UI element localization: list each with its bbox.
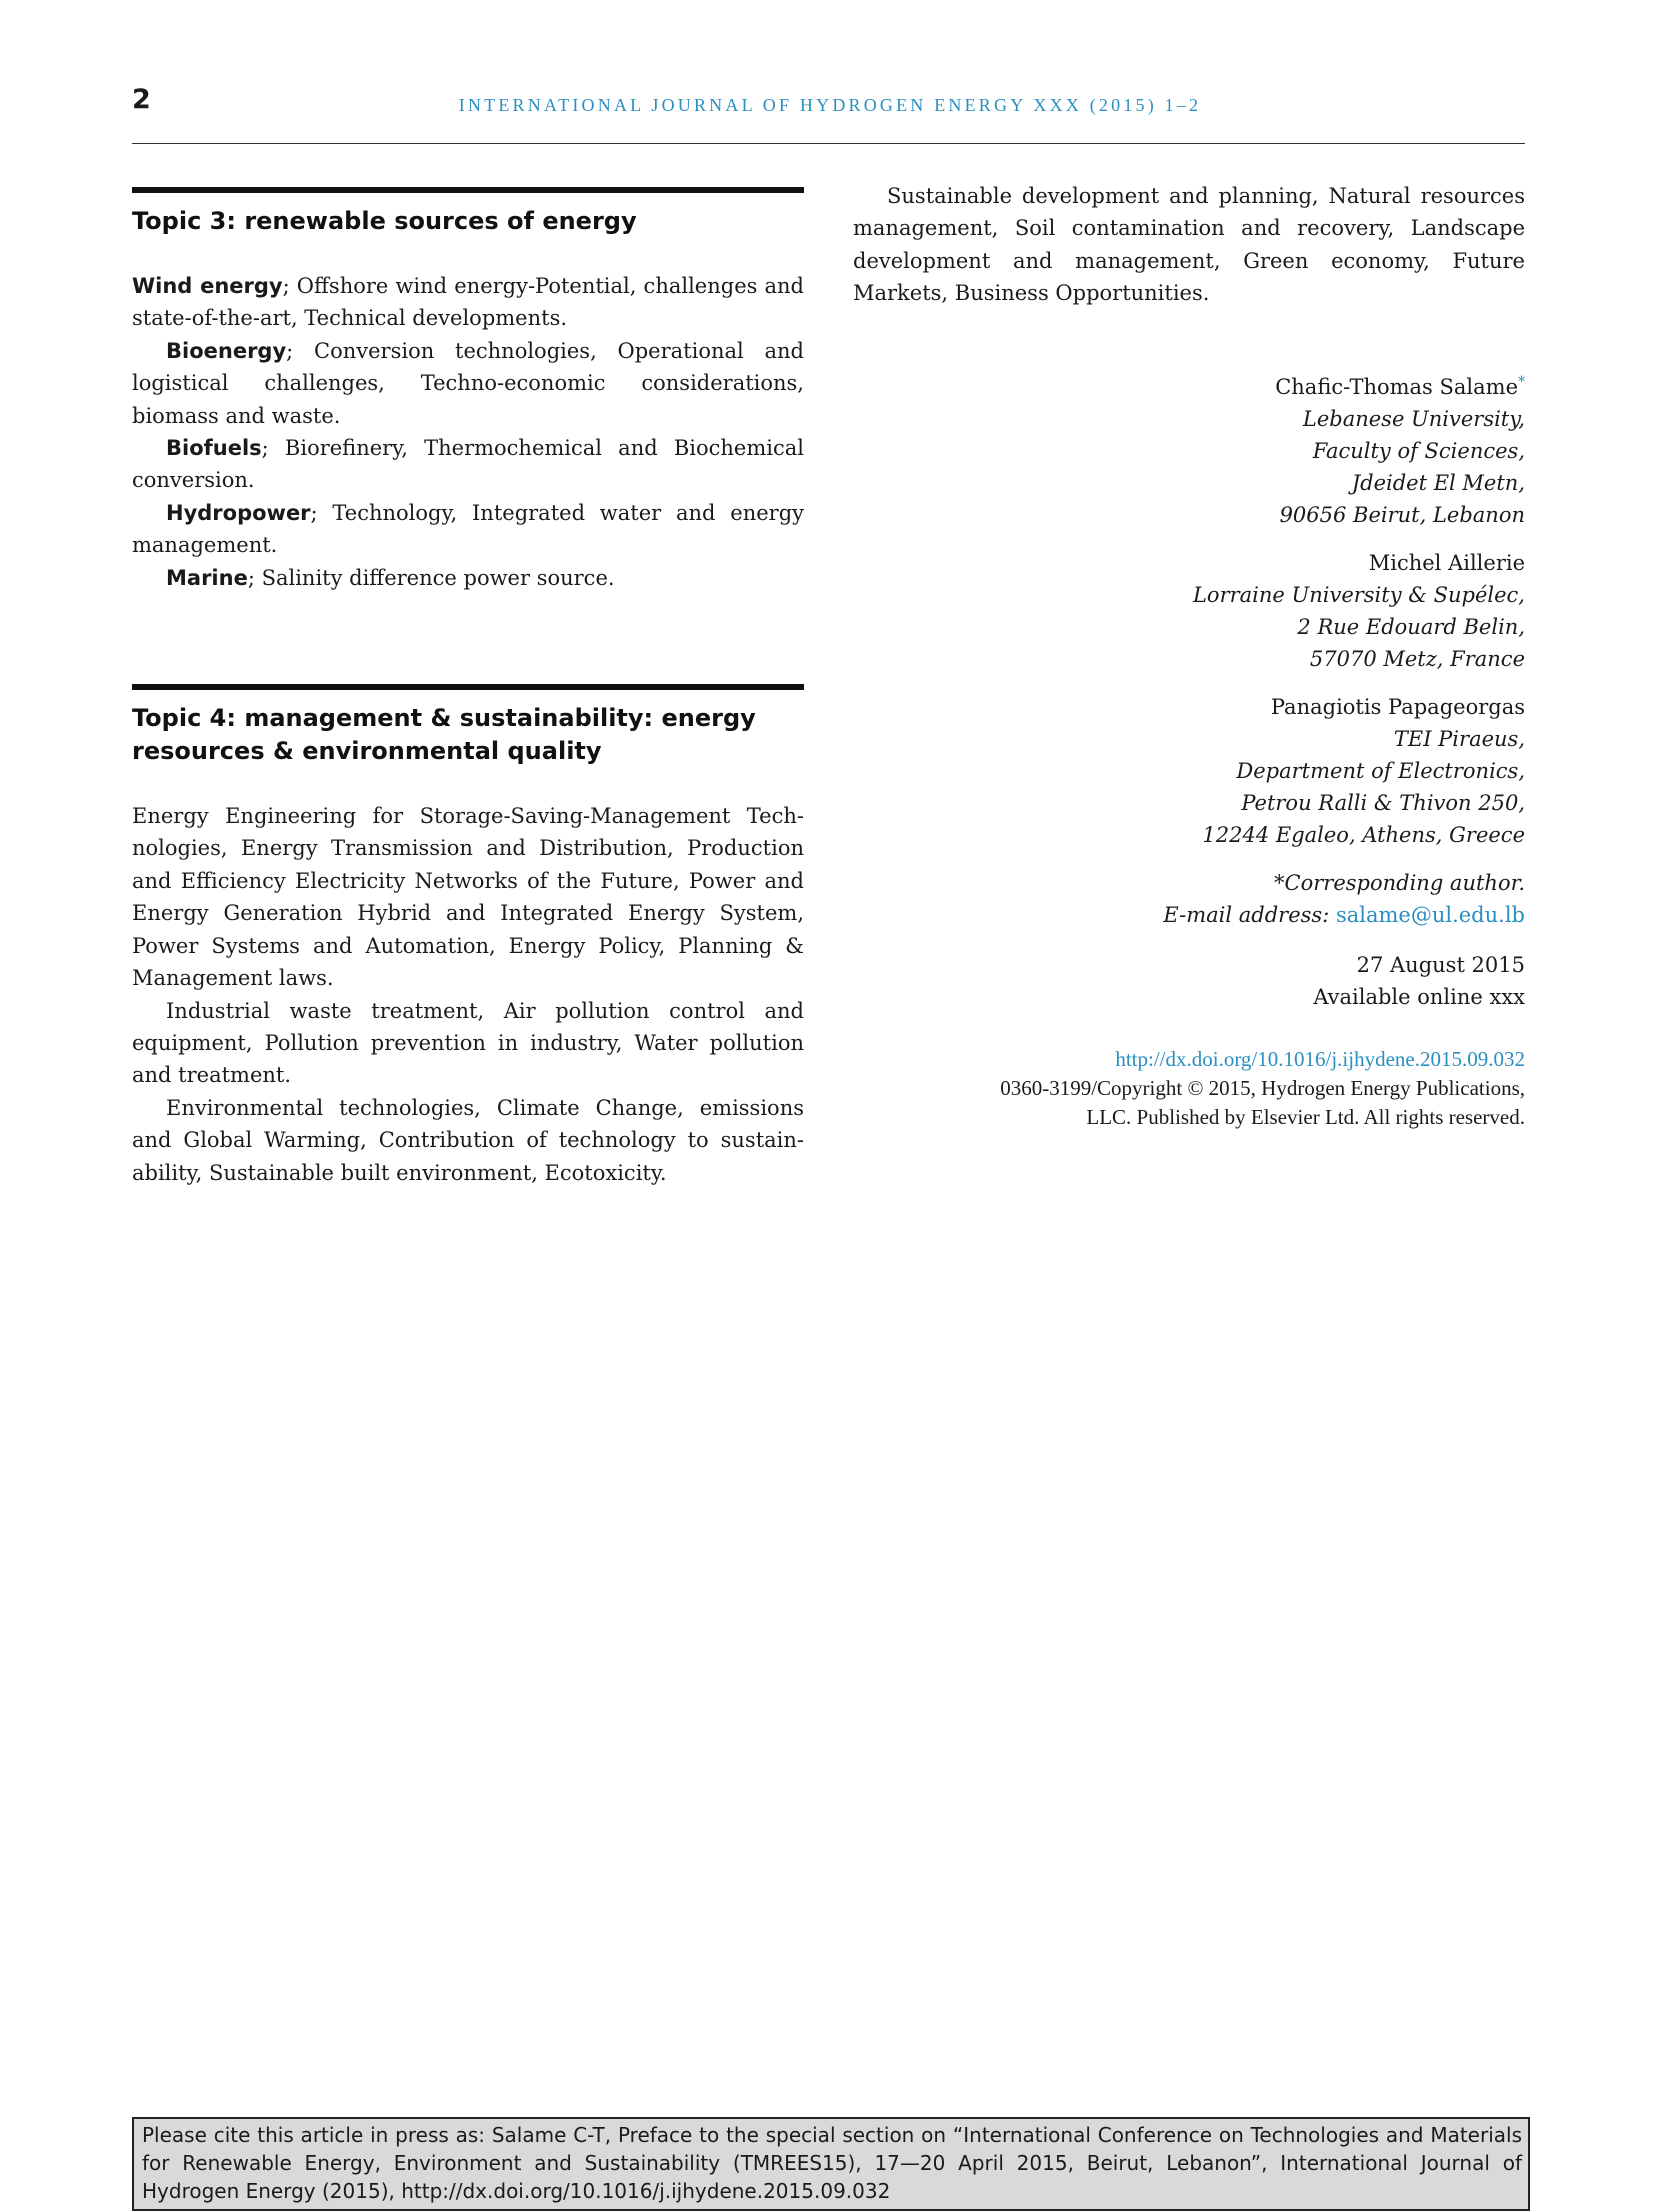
topic-3-section (132, 187, 804, 594)
email-link[interactable]: salame@ul.edu.lb (1335, 902, 1525, 927)
citation-box: Please cite this article in press as: Salame C-T, Preface to the special section on “International Conference on Technologies and Materials for Renewable Energy, Environment and Sustainability (TMREES15), 17—20 April 2015, Beirut, Lebanon”, International Journal of Hydrogen Energy (2015), http://dx.doi.org/10.1016/j.ijhydene.2015.09.032 (132, 2117, 1530, 2211)
topic-3-item-wind (132, 270, 804, 335)
affiliation-line: 90656 Beirut, Lebanon (1279, 502, 1525, 527)
affiliation-line: Lorraine University & Supélec, (1192, 582, 1525, 607)
affiliation-line: Jdeidet El Metn, (1351, 470, 1525, 495)
term-biofuels: Biofuels (166, 436, 262, 461)
author-name: Michel Aillerie (1368, 550, 1525, 575)
author-name (853, 366, 1525, 403)
page-number: 2 (132, 84, 151, 115)
author-block-1 (853, 366, 1525, 531)
corresponding-author-marker[interactable]: * (1518, 373, 1525, 390)
term-wind-energy: Wind energy (132, 274, 283, 298)
author-name-text: Chafic-Thomas Salame (1275, 374, 1518, 399)
copyright-line-2: LLC. Published by Elsevier Ltd. All rights reserved. (1086, 1104, 1525, 1129)
topic-3-item-hydropower (132, 497, 804, 562)
topic-3-title: Topic 3: renewable sources of energy (132, 207, 637, 235)
topic-4-paragraph-1: Energy Engineering for Storage-Saving-Management Tech-nologies, Energy Transmission and Distribution, Production and Efficiency Electricity Networks of the Future, Power and Energy Generation Hybrid and Integrated Energy System, Power Systems and Automation, Energy Policy, Planning & Management laws. (132, 804, 804, 991)
topic-4-body (132, 800, 804, 1189)
topic-4-title: Topic 4: management & sustainability: energy resources & environmental quality (132, 704, 756, 766)
doi-link[interactable]: http://dx.doi.org/10.1016/j.ijhydene.2015.09.032 (1115, 1046, 1525, 1071)
affiliation-line: TEI Piraeus, (1393, 726, 1525, 751)
topic-3-rule (132, 187, 804, 193)
term-marine: Marine (166, 565, 248, 590)
affiliation-line: 57070 Metz, France (1309, 646, 1525, 671)
doi-copyright-block (853, 1045, 1525, 1132)
affiliation-line: Lebanese University, (1302, 406, 1525, 431)
author-block-2 (853, 547, 1525, 675)
header-rule (132, 143, 1525, 144)
availability-line: Available online xxx (1313, 984, 1525, 1009)
affiliation-line: 12244 Egaleo, Athens, Greece (1202, 822, 1525, 847)
item-text: ; Conversion technologies, Operational and logistical challenges, Techno-economic considerations, biomass and waste. (132, 338, 804, 428)
topic-3-item-marine (132, 562, 804, 594)
topic-4-rule (132, 684, 804, 690)
item-text: ; Technology, Integrated water and energy management. (132, 500, 804, 558)
topic-4-paragraph-2: Industrial waste treatment, Air pollution control and equipment, Pollution prevention in industry, Water pollution and treatment. (132, 998, 804, 1088)
topic-3-item-biofuels (132, 432, 804, 497)
corresponding-author-note: *Corresponding author. (1274, 870, 1525, 895)
topic-4-paragraph-3: Environmental technologies, Climate Change, emissions and Global Warming, Contribution of technology to sustain-ability, Sustainable built environment, Ecotoxicity. (132, 1095, 804, 1185)
left-column (132, 187, 804, 1189)
topic-4-section (132, 684, 804, 1189)
term-hydropower: Hydropower (166, 500, 311, 525)
continuation-paragraph: Sustainable development and planning, Natural resources management, Soil contamination and recovery, Landscape development and management, Green economy, Future Markets, Business Opportunities. (853, 184, 1525, 306)
copyright-line-1: 0360-3199/Copyright © 2015, Hydrogen Energy Publications, (1000, 1075, 1525, 1100)
affiliation-line: Petrou Ralli & Thivon 250, (1241, 790, 1525, 815)
email-label: E-mail address: (1163, 902, 1336, 927)
topic-3-body (132, 270, 804, 594)
correspondence-block (853, 867, 1525, 931)
journal-running-head: INTERNATIONAL JOURNAL OF HYDROGEN ENERGY XXX (2015) 1–2 (458, 95, 1202, 115)
author-name: Panagiotis Papageorgas (1270, 694, 1525, 719)
author-block-3 (853, 691, 1525, 851)
item-text: ; Biorefinery, Thermochemical and Biochemical conversion. (132, 436, 804, 493)
right-column (853, 180, 1525, 1132)
item-text: ; Offshore wind energy-Potential, challenges and state-of-the-art, Technical developments. (132, 274, 804, 331)
publication-date: 27 August 2015 (1356, 952, 1525, 977)
email-line (853, 899, 1525, 931)
topic-3-item-bioenergy (132, 335, 804, 432)
affiliation-line: Faculty of Sciences, (1312, 438, 1525, 463)
item-text: ; Salinity difference power source. (247, 565, 615, 590)
date-block (853, 949, 1525, 1013)
affiliation-line: Department of Electronics, (1236, 758, 1525, 783)
affiliation-line: 2 Rue Edouard Belin, (1297, 614, 1525, 639)
term-bioenergy: Bioenergy (166, 338, 287, 363)
author-affiliations (853, 366, 1525, 1132)
